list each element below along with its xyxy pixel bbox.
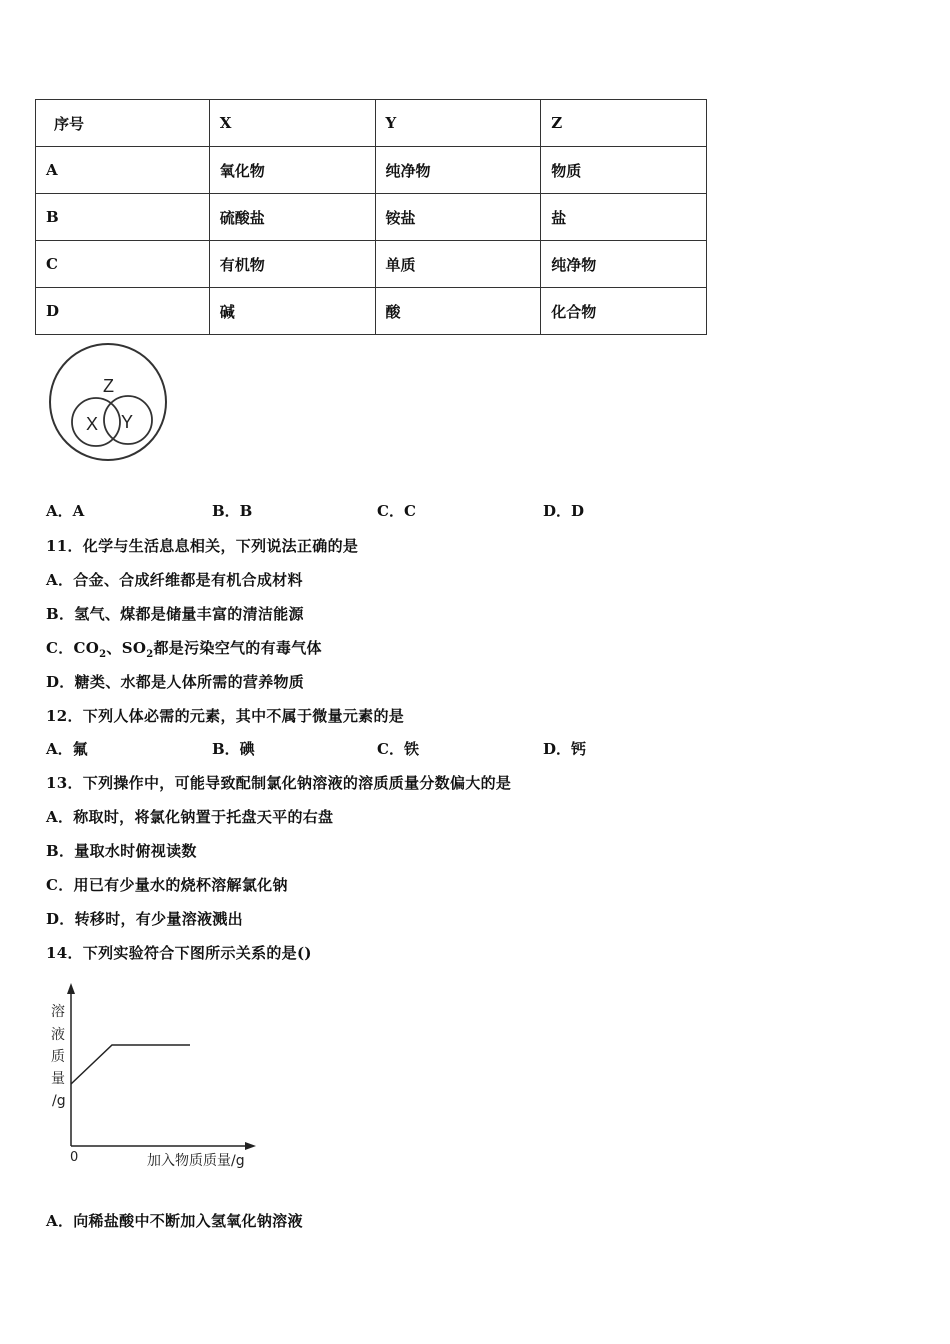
table-header-cell: Z bbox=[541, 100, 707, 147]
table-header-row bbox=[36, 100, 707, 147]
x-axis-arrow bbox=[245, 1142, 256, 1150]
q10-option-a[interactable]: A．A bbox=[46, 502, 85, 520]
q14-stem: 14．下列实验符合下图所示关系的是() bbox=[46, 944, 312, 962]
q10-option-b[interactable]: B．B bbox=[212, 502, 253, 520]
x-axis-label: 加入物质质量/g bbox=[147, 1153, 245, 1169]
subscript: 2 bbox=[146, 649, 154, 660]
table-row bbox=[36, 288, 707, 335]
table-cell: 纯净物 bbox=[541, 241, 707, 288]
q12-option-d[interactable]: D．钙 bbox=[543, 740, 587, 758]
venn-diagram bbox=[44, 338, 174, 468]
q12-option-c[interactable]: C．铁 bbox=[377, 740, 419, 758]
q11-option-c[interactable] bbox=[46, 637, 322, 660]
table-cell: C bbox=[36, 241, 210, 288]
table-row bbox=[36, 241, 707, 288]
y-label-char: 液 bbox=[51, 1027, 65, 1043]
venn-label-z: Z bbox=[103, 376, 114, 396]
q10-option-c[interactable]: C．C bbox=[377, 502, 416, 520]
table-row bbox=[36, 147, 707, 194]
y-label-char: 量 bbox=[51, 1071, 65, 1087]
q13-option-a[interactable]: A．称取时，将氯化钠置于托盘天平的右盘 bbox=[46, 808, 334, 826]
q13-option-d[interactable]: D．转移时，有少量溶液溅出 bbox=[46, 910, 243, 928]
q14-graph bbox=[40, 978, 270, 1178]
venn-label-x: X bbox=[86, 414, 99, 434]
table-cell: 铵盐 bbox=[375, 194, 541, 241]
venn-label-y: Y bbox=[121, 412, 134, 432]
table-cell: 有机物 bbox=[209, 241, 375, 288]
table-cell: 氧化物 bbox=[209, 147, 375, 194]
table-row bbox=[36, 194, 707, 241]
y-label-char: 溶 bbox=[51, 1004, 65, 1020]
origin-label: 0 bbox=[70, 1150, 79, 1165]
table-cell: 纯净物 bbox=[375, 147, 541, 194]
q11-stem: 11．化学与生活息息相关，下列说法正确的是 bbox=[46, 537, 359, 555]
q11-option-a[interactable]: A．合金、合成纤维都是有机合成材料 bbox=[46, 571, 303, 589]
table-cell: 化合物 bbox=[541, 288, 707, 335]
table-header-cell: X bbox=[209, 100, 375, 147]
q12-option-b[interactable]: B．碘 bbox=[212, 740, 255, 758]
table-cell: A bbox=[36, 147, 210, 194]
q11-option-b[interactable]: B．氢气、煤都是储量丰富的清洁能源 bbox=[46, 605, 304, 623]
q10-option-d[interactable]: D．D bbox=[543, 502, 585, 520]
table-header-cell: 序号 bbox=[36, 100, 210, 147]
q11-option-d[interactable]: D．糖类、水都是人体所需的营养物质 bbox=[46, 673, 305, 691]
table-cell: 物质 bbox=[541, 147, 707, 194]
q12-option-a[interactable]: A．氟 bbox=[46, 740, 88, 758]
q14-option-a[interactable]: A．向稀盐酸中不断加入氢氧化钠溶液 bbox=[46, 1212, 303, 1230]
y-label-char: /g bbox=[52, 1093, 66, 1109]
q11-option-c-mid: 、SO bbox=[106, 639, 147, 657]
table-cell: 硫酸盐 bbox=[209, 194, 375, 241]
table-header-cell: Y bbox=[375, 100, 541, 147]
table-cell: D bbox=[36, 288, 210, 335]
q13-option-c[interactable]: C．用已有少量水的烧杯溶解氯化钠 bbox=[46, 876, 288, 894]
subscript: 2 bbox=[99, 649, 107, 660]
q13-option-b[interactable]: B．量取水时俯视读数 bbox=[46, 842, 197, 860]
q13-stem: 13．下列操作中，可能导致配制氯化钠溶液的溶质质量分数偏大的是 bbox=[46, 774, 512, 792]
table-cell: 单质 bbox=[375, 241, 541, 288]
q11-option-c-prefix: C．CO bbox=[46, 639, 100, 657]
table-cell: 盐 bbox=[541, 194, 707, 241]
y-label-char: 质 bbox=[51, 1049, 65, 1065]
graph-curve bbox=[71, 1045, 190, 1084]
q11-option-c-suffix: 都是污染空气的有毒气体 bbox=[153, 639, 322, 657]
table-cell: 碱 bbox=[209, 288, 375, 335]
classification-table bbox=[35, 99, 707, 335]
table-cell: 酸 bbox=[375, 288, 541, 335]
q12-stem: 12．下列人体必需的元素，其中不属于微量元素的是 bbox=[46, 707, 405, 725]
table-cell: B bbox=[36, 194, 210, 241]
y-axis-arrow bbox=[67, 983, 75, 994]
